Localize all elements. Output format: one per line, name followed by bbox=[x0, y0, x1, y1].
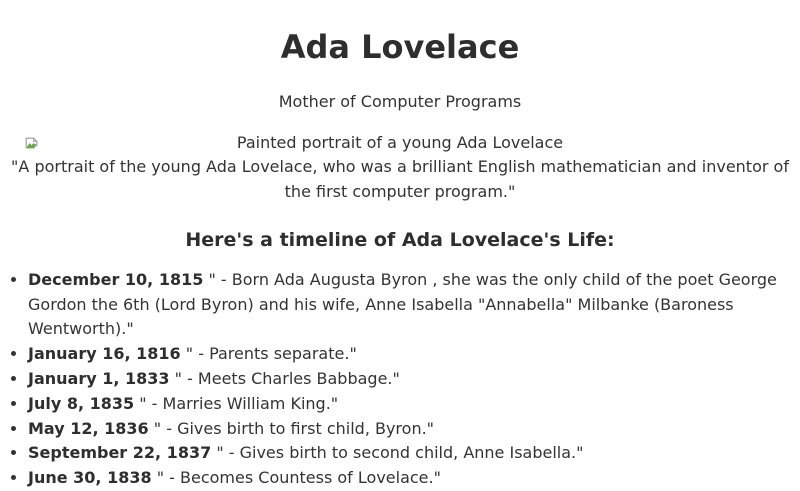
page-subtitle: Mother of Computer Programs bbox=[278, 91, 522, 111]
timeline-text: " - Parents separate." bbox=[185, 344, 357, 364]
timeline-date: January 1, 1833 bbox=[28, 368, 170, 388]
timeline-date: September 22, 1837 bbox=[28, 443, 212, 463]
timeline-text: " - Becomes Countess of Lovelace." bbox=[156, 468, 441, 488]
timeline-date: December 10, 1815 bbox=[28, 269, 204, 289]
page-title: Ada Lovelace bbox=[280, 28, 520, 66]
timeline-text: " - Gives birth to second child, Anne Isabella." bbox=[216, 443, 584, 463]
timeline-date: July 8, 1835 bbox=[28, 393, 135, 413]
portrait-caption: Painted portrait of a young Ada Lovelace bbox=[236, 132, 564, 152]
timeline-text: " - Gives birth to first child, Byron." bbox=[153, 418, 435, 438]
timeline-date: May 12, 1836 bbox=[28, 418, 149, 438]
timeline-item bbox=[28, 417, 792, 442]
timeline-item bbox=[28, 268, 792, 342]
timeline-item bbox=[28, 466, 792, 491]
portrait-row bbox=[8, 131, 792, 156]
timeline-item bbox=[28, 342, 792, 367]
timeline-date: January 16, 1816 bbox=[28, 344, 181, 364]
portrait-description: "A portrait of the young Ada Lovelace, who was a brilliant English mathematician and inventor of the first computer program." bbox=[11, 157, 789, 202]
timeline-item bbox=[28, 392, 792, 417]
broken-image-icon bbox=[25, 133, 38, 146]
timeline-list bbox=[8, 268, 792, 491]
timeline-date: June 30, 1838 bbox=[28, 468, 152, 488]
timeline-item bbox=[28, 367, 792, 392]
timeline-item bbox=[28, 441, 792, 466]
timeline-text: " - Marries William King." bbox=[139, 393, 339, 413]
timeline-heading: Here's a timeline of Ada Lovelace's Life: bbox=[185, 228, 615, 251]
timeline-text: " - Meets Charles Babbage." bbox=[174, 368, 400, 388]
timeline-text: " - Born Ada Augusta Byron , she was the only child of the poet George Gordon the 6th (Lord Byron) and his wife, Anne Isabella "Annabella" Milbanke (Baroness Wentworth)." bbox=[28, 269, 777, 339]
